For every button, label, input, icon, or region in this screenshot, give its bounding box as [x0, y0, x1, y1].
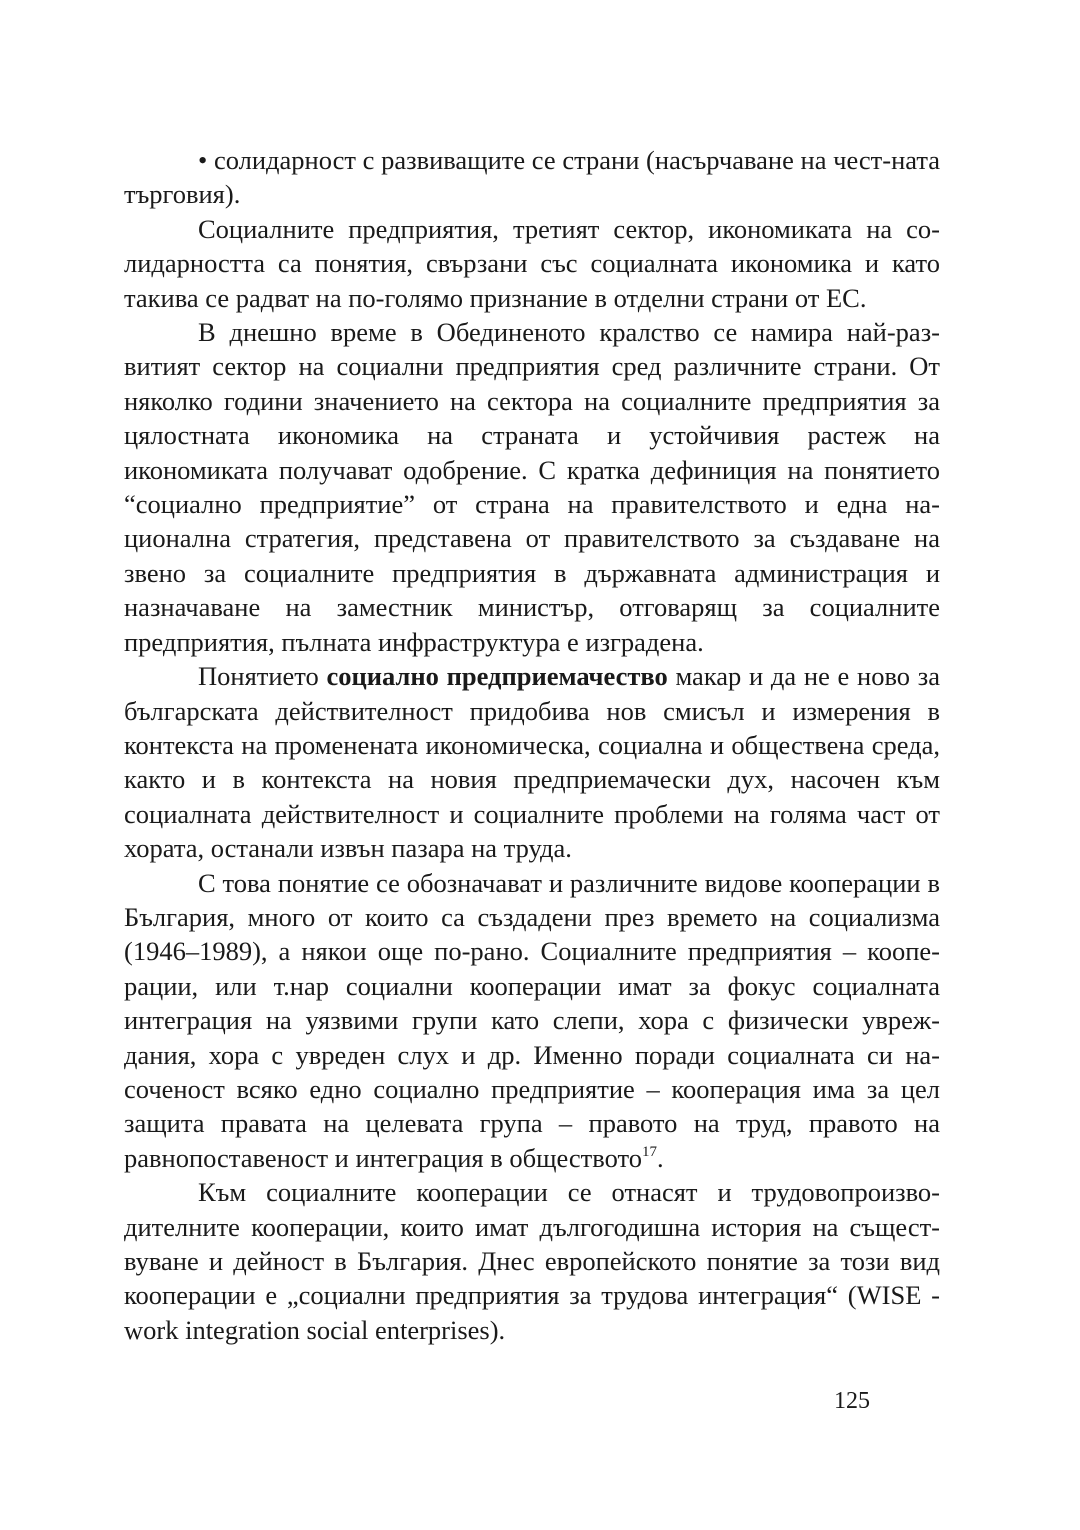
paragraph-united-kingdom: В днешно време в Обединеното кралство се намира най-развитият сектор на социални предприятия сред различните страни. От няколко години значението на сектора на социалните предприятия за цялостната икономика на страната и устойчивия растеж на икономиката получават одобрение. С кратка дефиниция на понятието “социално предприятие” от страна на правителството и една национална стратегия, представена от правителството за създаване на звено за социалните предприятия в държавната администрация и назначаване на заместник министър, отговарящ за социалните предприятия, пълната инфраструктура е изградена. — [124, 317, 940, 657]
paragraph-text-end: . — [656, 1142, 664, 1173]
paragraph-cooperatives — [124, 866, 940, 1176]
paragraph-social-enterprises: Социалните предприятия, третият сектор, икономиката на солидарността са понятия, свързани със социалната икономика и като такива се радват на по-голямо признание в отделни страни от ЕС. — [124, 213, 940, 313]
paragraph-text-end: макар и да не е ново за българската действителност придобива нов смисъл и измерения в контекста на променената икономическа, социална и обществена среда, както и в контекста на новия предприемачески дух, насочен към социалната действителност и социалните проблеми на голяма част от хората, останали извън пазара на труда. — [124, 661, 941, 864]
footnote-reference[interactable]: 17 — [641, 1143, 657, 1160]
bold-term: социално предприемачество — [326, 661, 668, 692]
paragraph-solidarity-bullet: • солидарност с развиващите се страни (насърчаване на чест-ната търговия). — [124, 145, 940, 210]
paragraph-labour-cooperatives: Към социалните кооперации се отнасят и трудовопроизводителните кооперации, които имат дългогодишна история на съществуване и дейност в България. Днес европейското понятие за този вид кооперации е „социални предприятия за трудова интеграция“ (WISE - work integration social enterprises). — [124, 1177, 940, 1345]
paragraph-text: С това понятие се обозначават и различните видове кооперации в България, много от които са създадени през времето на социализма (1946–1989), а някои още по-рано. Социалните предприятия – кооперации, или т.нар социални кооперации имат за фокус социалната интеграция на уязвими групи като слепи, хора с физически увреждания, хора с увреден слух и др. Именно поради социалната си насоченост всяко едно социално предприятие – кооперация има за цел защита правата на целевата група – правото на труд, правото на равнопоставеност и интеграция в обществото — [124, 867, 940, 1173]
paragraph-social-entrepreneurship — [124, 659, 940, 865]
paragraph-text-start: Понятието — [198, 661, 327, 692]
page-body — [124, 143, 940, 1347]
page-number: 125 — [834, 1388, 870, 1414]
